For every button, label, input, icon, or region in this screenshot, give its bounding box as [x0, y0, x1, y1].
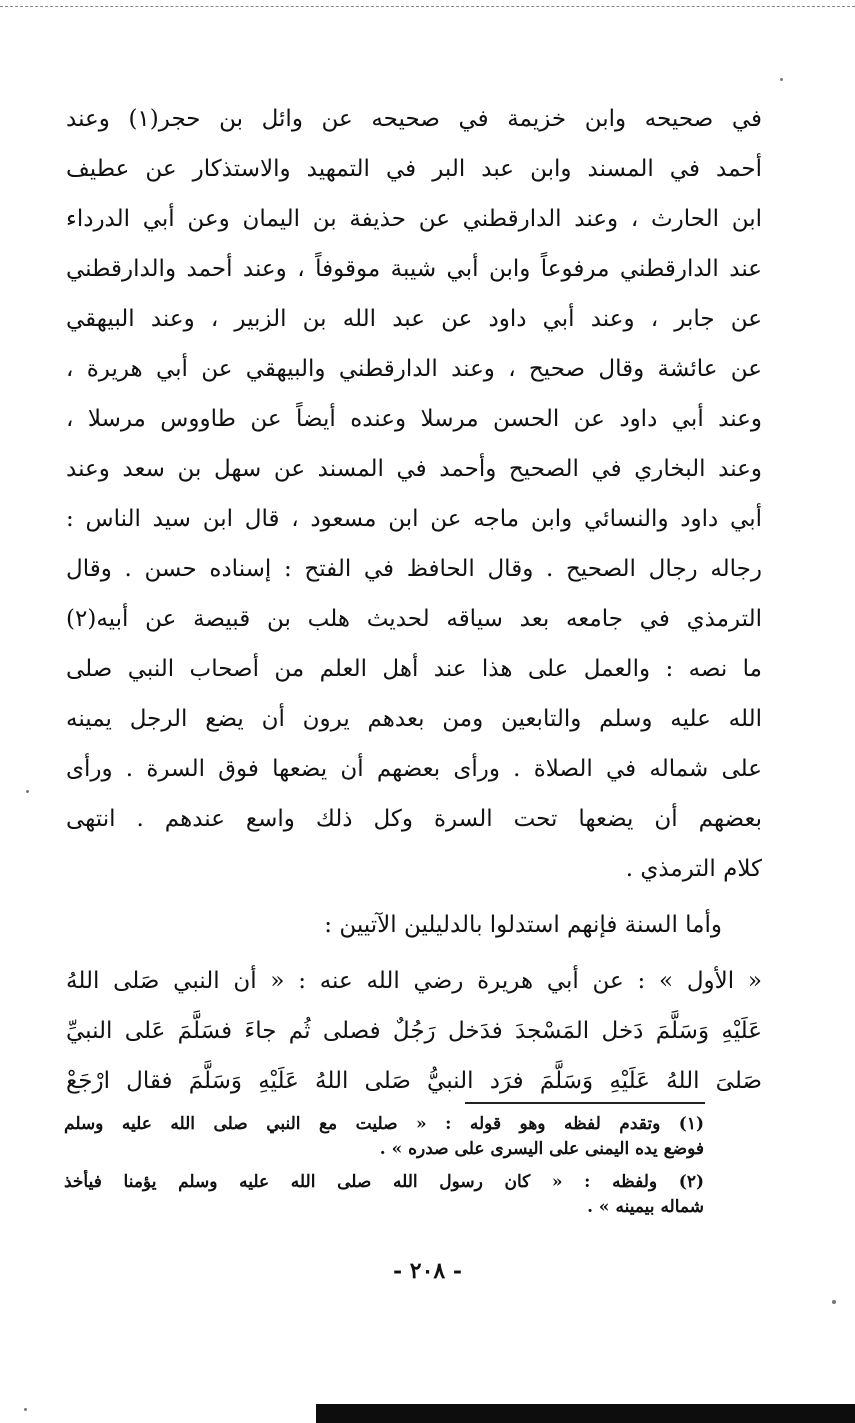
footnote-1-line: (١) وتقدم لفظه وهو قوله : « صليت مع النبي صلى الله عليه وسلم	[64, 1114, 704, 1134]
sunnah-intro-line: وأما السنة فإنهم استدلوا بالدليلين الآتيين :	[324, 912, 722, 938]
footnote-separator	[465, 1102, 705, 1104]
evidence-line: عَلَيْهِ وَسَلَّمَ دَخل المَسْجدَ فدَخل رَجُلٌ فصلى ثُم جاءَ فسَلَّمَ عَلى النبيِّ	[66, 1018, 762, 1044]
text-line: بعضهم أن يضعها تحت السرة وكل ذلك واسع عندهم . انتهى	[66, 806, 762, 832]
footnote-2-line: (٢) ولفظه : « كان رسول الله صلى الله عليه وسلم يؤمنا فيأخذ	[64, 1172, 704, 1192]
text-line: الترمذي في جامعه بعد سياقه لحديث هلب بن قبيصة عن أبيه(٢)	[66, 606, 762, 632]
scan-speck	[780, 78, 783, 81]
text-line: في صحيحه وابن خزيمة في صحيحه عن وائل بن حجر(١) وعند	[66, 106, 762, 132]
text-line: عند الدارقطني مرفوعاً وابن أبي شيبة موقوفاً ، وعند أحمد والدارقطني	[66, 256, 762, 282]
scan-speck	[26, 790, 29, 793]
text-line: أحمد في المسند وابن عبد البر في التمهيد والاستذكار عن عطيف	[66, 156, 762, 182]
text-line: وعند البخاري في الصحيح وأحمد في المسند عن سهل بن سعد وعند	[66, 456, 762, 482]
evidence-line: « الأول » : عن أبي هريرة رضي الله عنه : « أن النبي صَلى اللهُ	[66, 968, 762, 994]
text-line: كلام الترمذي .	[625, 856, 762, 882]
scan-speck	[24, 1408, 27, 1411]
evidence-line: صَلىَ اللهُ عَلَيْهِ وَسَلَّمَ فرَد النبيُّ صَلى اللهُ عَلَيْهِ وَسَلَّمَ فقال ارْجَعْ	[66, 1068, 762, 1094]
text-line: وعند أبي داود عن الحسن مرسلا وعنده أيضاً عن طاووس مرسلا ،	[66, 406, 762, 432]
page-number: - ٢٠٨ -	[392, 1258, 463, 1284]
text-line: عن جابر ، وعند أبي داود عن عبد الله بن الزبير ، وعند البيهقي	[66, 306, 762, 332]
footnotes	[64, 1112, 704, 1220]
text-line: على شماله في الصلاة . ورأى بعضهم أن يضعها فوق السرة . ورأى	[66, 756, 762, 782]
footnote-1-line: فوضع يده اليمنى على اليسرى على صدره » .	[379, 1139, 704, 1159]
text-line: الله عليه وسلم والتابعين ومن بعدهم يرون أن يضع الرجل يمينه	[66, 706, 762, 732]
text-line: ابن الحارث ، وعند الدارقطني عن حذيفة بن اليمان وعن أبي الدرداء	[66, 206, 762, 232]
text-line: أبي داود والنسائي وابن ماجه عن ابن مسعود ، قال ابن سيد الناس :	[66, 506, 762, 532]
top-edge-rule	[0, 6, 855, 7]
text-line: ما نصه : والعمل على هذا عند أهل العلم من أصحاب النبي صلى	[66, 656, 762, 682]
scan-speck	[832, 1300, 836, 1304]
main-text	[66, 94, 762, 1106]
scan-edge-band	[316, 1404, 855, 1423]
text-line: رجاله رجال الصحيح . وقال الحافظ في الفتح : إسناده حسن . وقال	[66, 556, 762, 582]
text-line: عن عائشة وقال صحيح ، وعند الدارقطني والبيهقي عن أبي هريرة ،	[66, 356, 762, 382]
footnote-gap	[64, 1162, 704, 1170]
footnote-2-line: شماله بيمينه » .	[587, 1197, 704, 1217]
